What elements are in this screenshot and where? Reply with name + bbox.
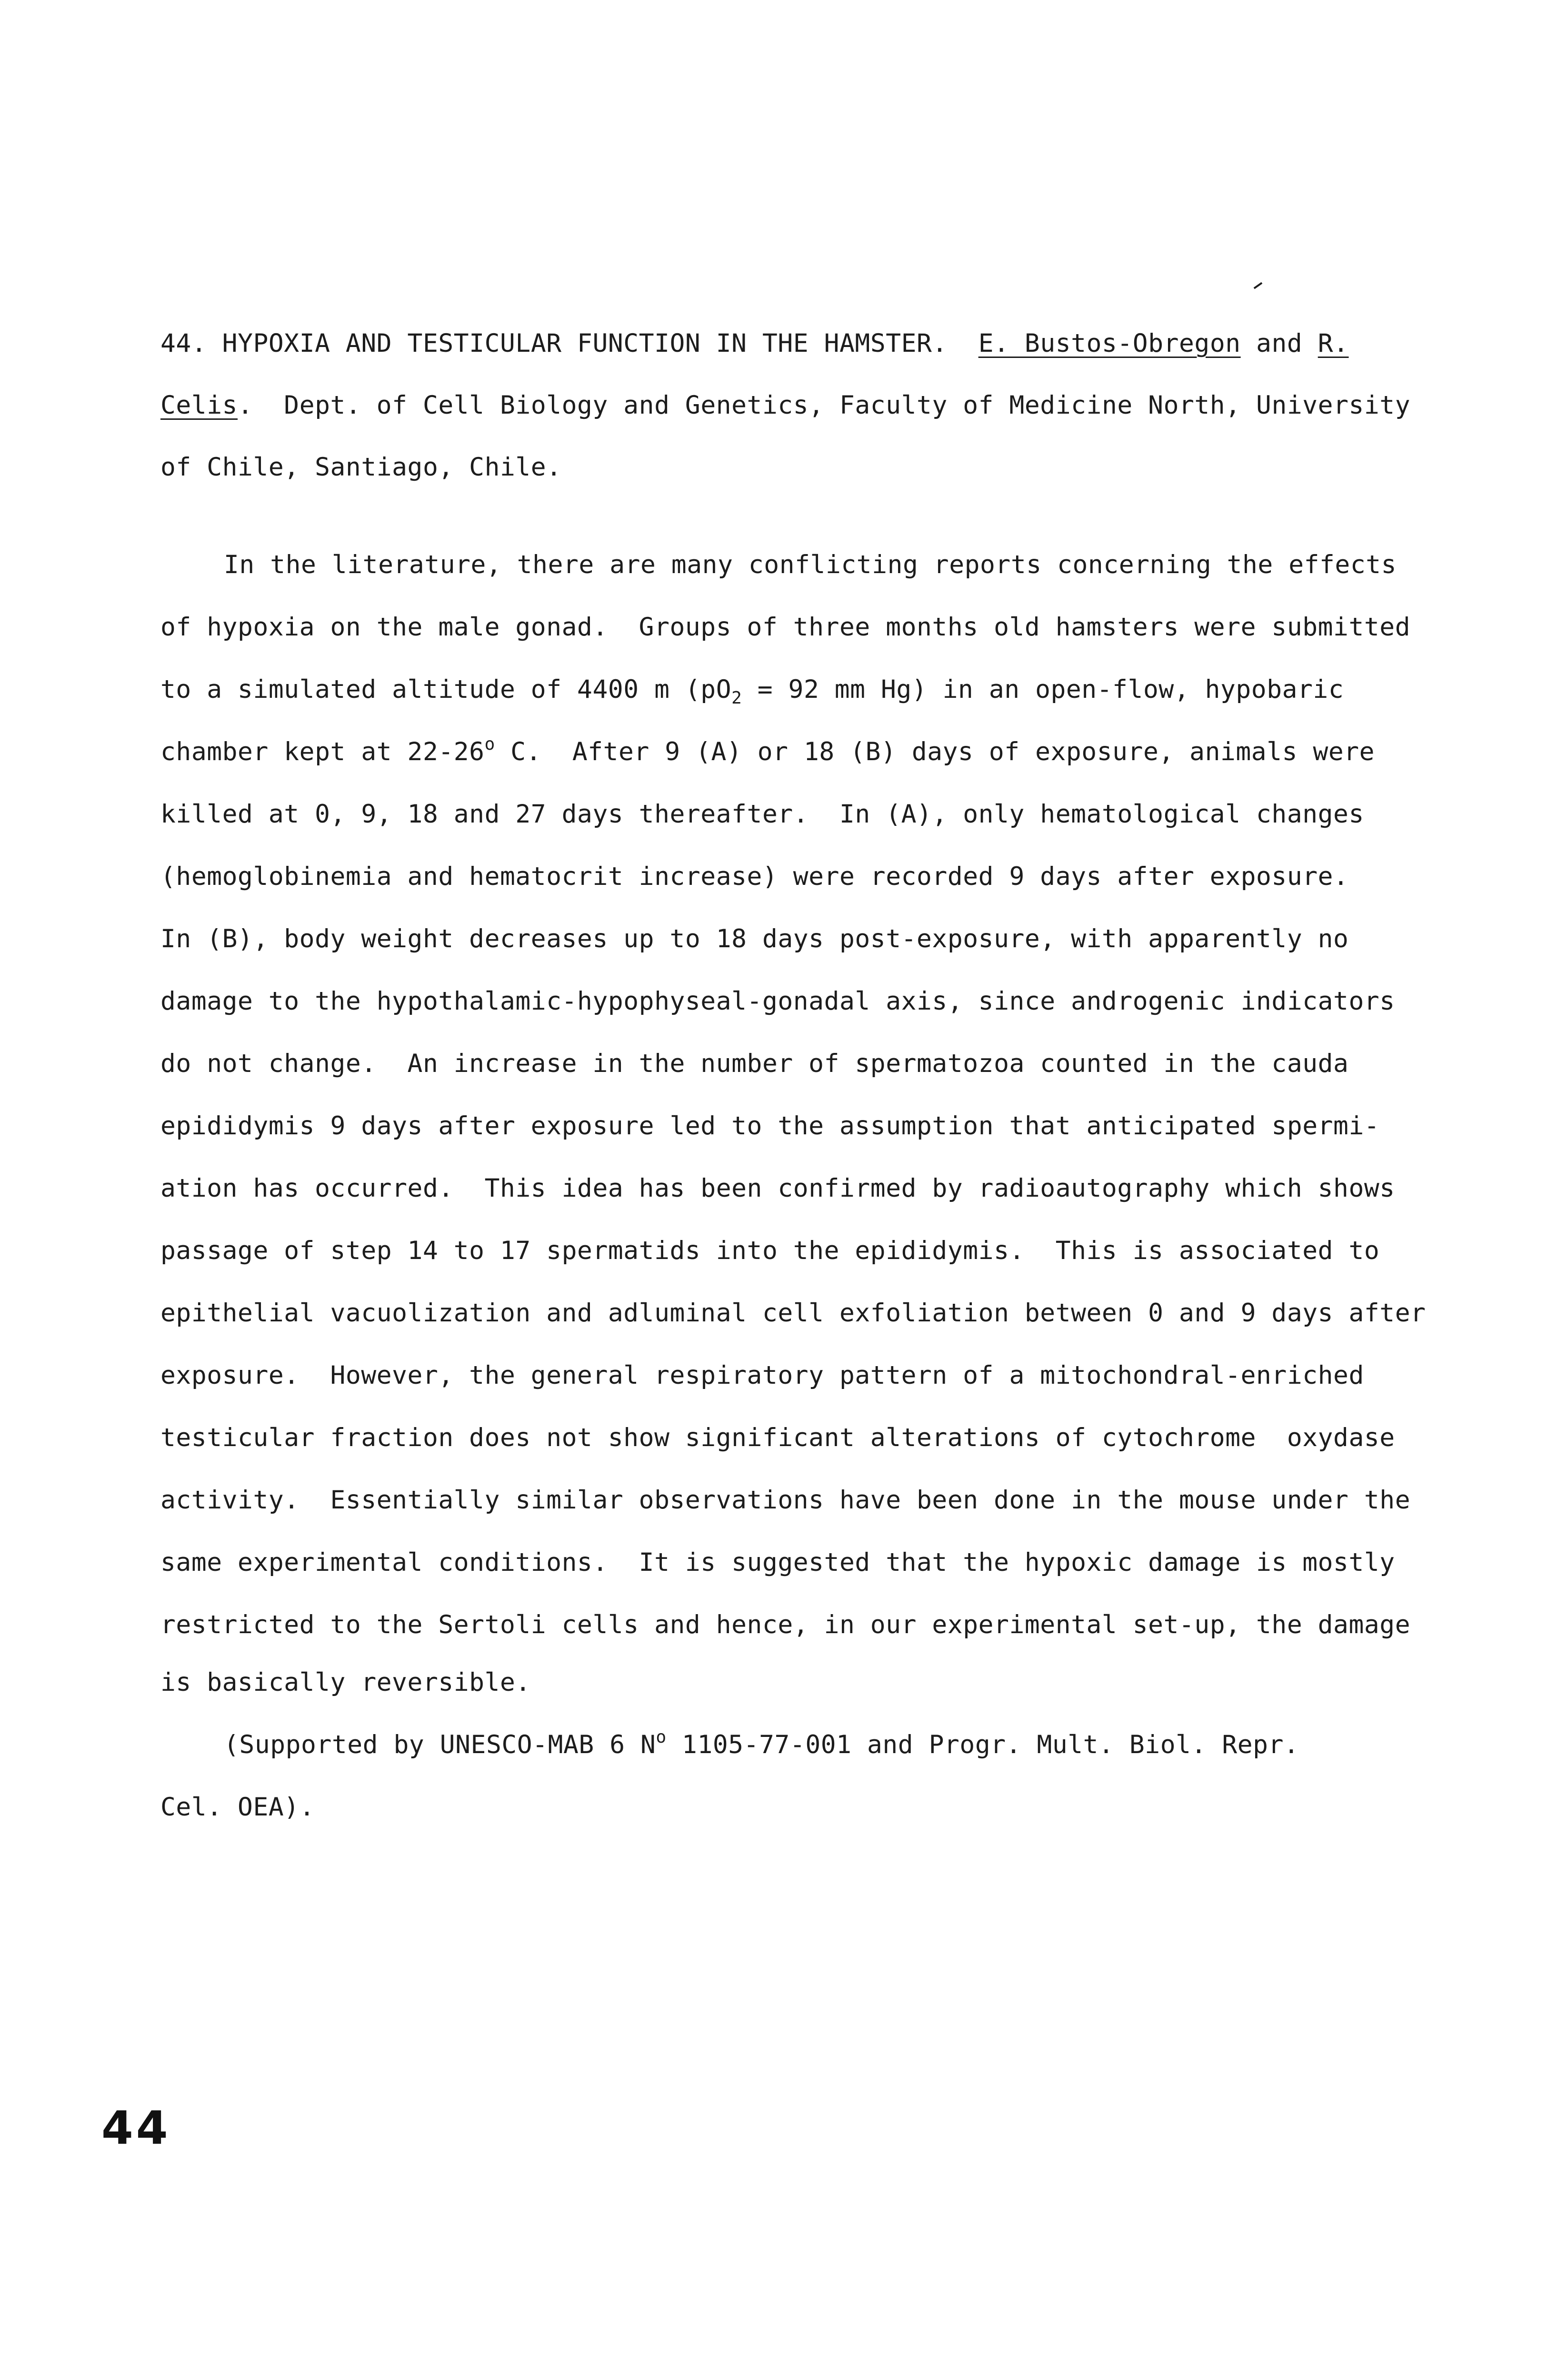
- abstract-line-8: damage to the hypothalamic-hypophyseal-gonadal axis, since androgenic indicators: [160, 987, 1395, 1016]
- abstract-line-5: killed at 0, 9, 18 and 27 days thereafter. In (A), only hematological changes: [160, 800, 1364, 829]
- abstract-line-3-text-a: to a simulated altitude of 4400 m (pO: [160, 675, 732, 704]
- abstract-line-15: testicular fraction does not show significant alterations of cytochrome oxydase: [160, 1423, 1395, 1452]
- abstract-line-4: [160, 734, 1375, 767]
- support-line-1-text-b: 1105-77-001 and Progr. Mult. Biol. Repr.: [666, 1730, 1299, 1759]
- abstract-line-16: activity. Essentially similar observations have been done in the mouse under the: [160, 1486, 1411, 1515]
- abstract-line-4-text-b: C. After 9 (A) or 18 (B) days of exposure, animals were: [495, 737, 1375, 766]
- abstract-line-9: do not change. An increase in the number of spermatozoa counted in the cauda: [160, 1049, 1349, 1078]
- degree-superscript: o: [484, 734, 495, 754]
- affiliation-text-1: Dept. of Cell Biology and Genetics, Faculty of Medicine North, University: [284, 391, 1411, 420]
- abstract-line-12: passage of step 14 to 17 spermatids into the epididymis. This is associated to: [160, 1236, 1380, 1265]
- abstract-line-7: In (B), body weight decreases up to 18 days post-exposure, with apparently no: [160, 924, 1349, 953]
- support-line-1-text-a: (Supported by UNESCO-MAB 6 N: [224, 1730, 656, 1759]
- page-number: 44: [101, 2102, 171, 2155]
- abstract-line-14: exposure. However, the general respiratory pattern of a mitochondral-enriched: [160, 1361, 1364, 1390]
- support-line-2: Cel. OEA).: [160, 1793, 315, 1822]
- abstract-line-2: of hypoxia on the male gonad. Groups of three months old hamsters were submitted: [160, 613, 1411, 642]
- author-celis-initial: R.: [1317, 329, 1349, 358]
- affiliation-line-2: of Chile, Santiago, Chile.: [160, 453, 562, 482]
- abstract-line-10: epididymis 9 days after exposure led to the assumption that anticipated spermi-: [160, 1111, 1380, 1140]
- author-bustos-obregon: E. Bustos-Obregon: [978, 329, 1241, 358]
- author-celis-surname: Celis: [160, 391, 238, 420]
- abstract-line-1: In the literature, there are many conflicting reports concerning the effects: [224, 550, 1397, 579]
- author-conjunction: and: [1256, 329, 1303, 358]
- abstract-line-6: (hemoglobinemia and hematocrit increase) were recorded 9 days after exposure.: [160, 862, 1349, 891]
- affiliation-line-1: Celis. Dept. of Cell Biology and Genetics, Faculty of Medicine North, University: [160, 391, 1411, 420]
- po2-subscript: 2: [731, 688, 742, 708]
- accent-mark: [1254, 282, 1263, 289]
- abstract-heading-line: [160, 328, 1349, 359]
- support-line-1: [224, 1727, 1299, 1760]
- abstract-line-11: ation has occurred. This idea has been confirmed by radioautography which shows: [160, 1174, 1395, 1203]
- number-superscript: o: [656, 1727, 667, 1747]
- abstract-line-18: restricted to the Sertoli cells and hence, in our experimental set-up, the damage: [160, 1610, 1411, 1639]
- abstract-number: 44.: [160, 329, 207, 358]
- abstract-line-4-text-a: chamber kept at 22-26: [160, 737, 485, 766]
- abstract-line-17: same experimental conditions. It is suggested that the hypoxic damage is mostly: [160, 1548, 1395, 1577]
- abstract-line-3-text-b: = 92 mm Hg) in an open-flow, hypobaric: [742, 675, 1344, 704]
- abstract-title: HYPOXIA AND TESTICULAR FUNCTION IN THE HAMSTER.: [222, 329, 948, 358]
- abstract-line-13: epithelial vacuolization and adluminal cell exfoliation between 0 and 9 days after: [160, 1299, 1426, 1328]
- abstract-line-19: is basically reversible.: [160, 1668, 531, 1697]
- abstract-line-3: [160, 674, 1344, 708]
